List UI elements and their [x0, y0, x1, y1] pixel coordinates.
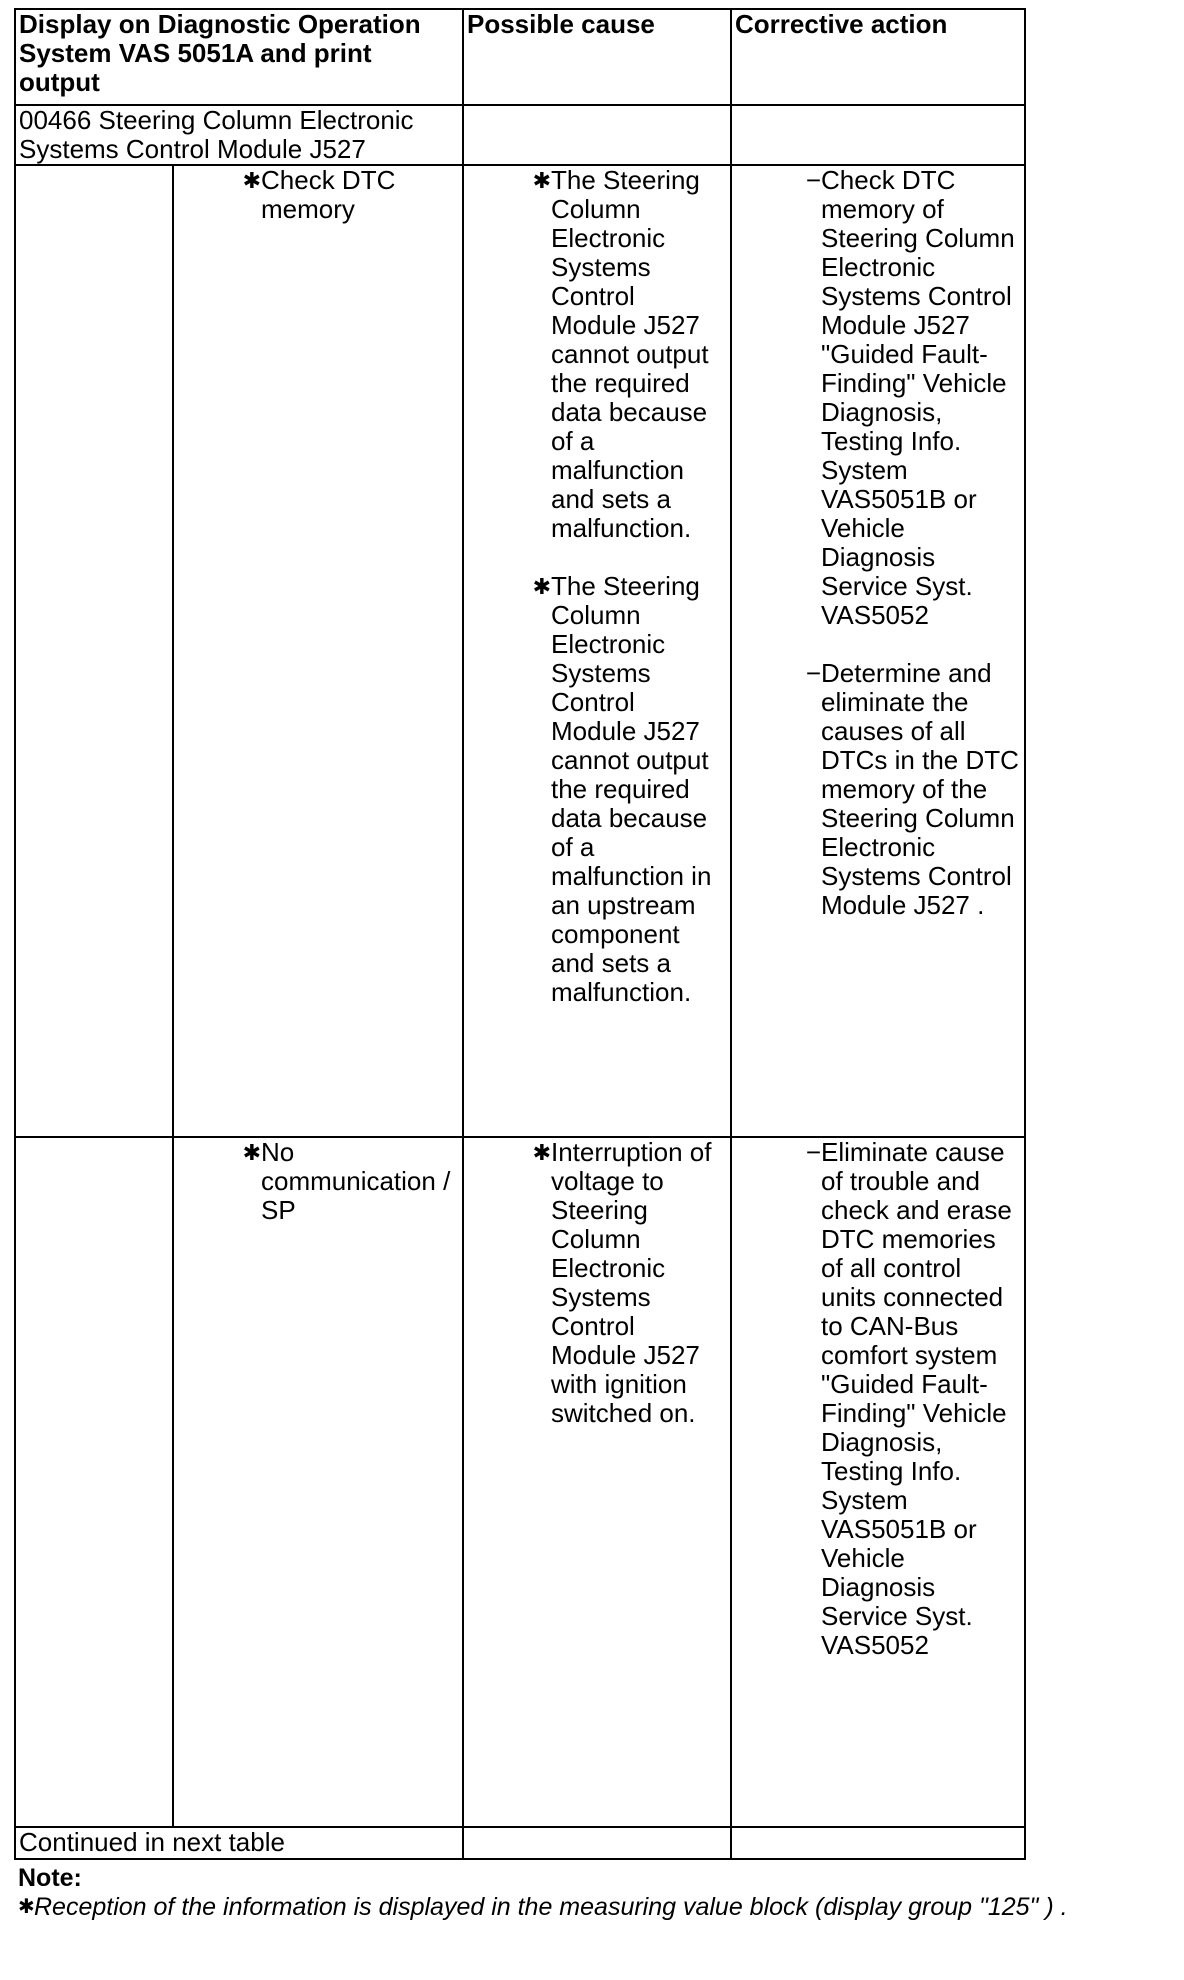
list-item	[735, 659, 1021, 920]
note-text: Reception of the information is displayed in the measuring value block (display group "125" ) .	[34, 1893, 1068, 1921]
action-cell	[731, 165, 1025, 1137]
note-item	[18, 1893, 1158, 1922]
action-text: Eliminate cause of trouble and check and erase DTC memories of all control units connected to CAN-Bus comfort system "Guided Fault-Finding" Vehicle Diagnosis, Testing Info. System VAS5051B or Vehicle Diagnosis Service Syst. VAS5052	[821, 1137, 1012, 1660]
empty-cell	[731, 105, 1025, 165]
list-item	[735, 1138, 1021, 1660]
diagnostic-table	[14, 8, 1026, 1860]
bullet-icon: ✱	[242, 1140, 261, 1165]
display-cell	[173, 165, 463, 1137]
display-cell	[173, 1137, 463, 1827]
continued-cell: Continued in next table	[15, 1827, 463, 1859]
empty-cell	[731, 1827, 1025, 1859]
dash-icon: −	[805, 165, 821, 195]
empty-cell	[463, 105, 731, 165]
header-possible-cause: Possible cause	[463, 9, 731, 105]
dash-icon: −	[805, 658, 821, 688]
display-text: No communication / SP	[261, 1137, 451, 1225]
cause-cell	[463, 165, 731, 1137]
note-section	[18, 1864, 1158, 1922]
list-item	[467, 1138, 727, 1428]
bullet-icon: ✱	[242, 168, 261, 193]
bullet-icon: ✱	[532, 1140, 551, 1165]
action-cell	[731, 1137, 1025, 1827]
bullet-icon: ✱	[532, 574, 551, 599]
control-module-row	[15, 105, 1025, 165]
list-item	[467, 166, 727, 543]
empty-cell	[15, 165, 173, 1137]
bullet-icon: ✱	[18, 1896, 35, 1918]
continued-row	[15, 1827, 1025, 1859]
table-header-row	[15, 9, 1025, 105]
empty-cell	[463, 1827, 731, 1859]
table-row	[15, 165, 1025, 1137]
action-text: Determine and eliminate the causes of all DTCs in the DTC memory of the Steering Column Electronic Systems Control Module J527 .	[821, 658, 1019, 920]
display-text: Check DTC memory	[261, 165, 396, 224]
action-text: Check DTC memory of Steering Column Electronic Systems Control Module J527 "Guided Fault-Finding" Vehicle Diagnosis, Testing Info. System VAS5051B or Vehicle Diagnosis Service Syst. VAS5052	[821, 165, 1015, 630]
list-item	[735, 166, 1021, 630]
table-row	[15, 1137, 1025, 1827]
empty-cell	[15, 1137, 173, 1827]
cause-text: The Steering Column Electronic Systems Control Module J527 cannot output the required data because of a malfunction and sets a malfunction.	[551, 165, 709, 543]
bullet-icon: ✱	[532, 168, 551, 193]
dash-icon: −	[805, 1137, 821, 1167]
cause-cell	[463, 1137, 731, 1827]
list-item	[177, 166, 459, 224]
note-title: Note:	[18, 1864, 82, 1892]
list-item	[467, 572, 727, 1007]
list-item	[177, 1138, 459, 1225]
header-corrective-action: Corrective action	[731, 9, 1025, 105]
cause-text: The Steering Column Electronic Systems Control Module J527 cannot output the required data because of a malfunction in an upstream component and sets a malfunction.	[551, 571, 712, 1007]
header-display: Display on Diagnostic Operation System VAS 5051A and print output	[15, 9, 463, 105]
cause-text: Interruption of voltage to Steering Column Electronic Systems Control Module J527 with ignition switched on.	[551, 1137, 712, 1428]
control-module-cell: 00466 Steering Column Electronic Systems Control Module J527	[15, 105, 463, 165]
